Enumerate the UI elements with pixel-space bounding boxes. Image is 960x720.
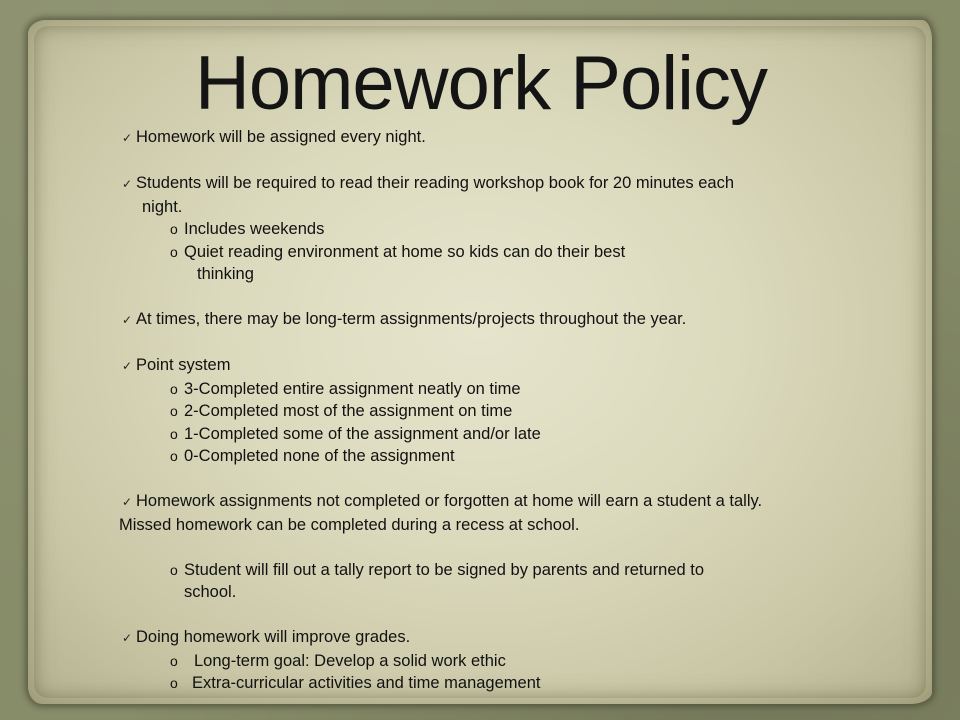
circle-bullet-icon: o [170, 243, 178, 260]
circle-bullet-icon: o [170, 380, 178, 397]
checkmark-icon: ✓ [122, 359, 133, 373]
checkmark-icon: ✓ [122, 131, 133, 145]
list-item: ✓ Homework assignments not completed or forgotten at home will earn a student a tally. [122, 490, 902, 514]
circle-bullet-icon: o [170, 448, 178, 464]
sub-list-item: o Extra-curricular activities and time management [122, 672, 902, 695]
checkmark-icon: ✓ [122, 177, 133, 191]
circle-bullet-icon: o [170, 652, 178, 669]
list-item: ✓ Point system [122, 354, 902, 378]
list-item-continuation: night. [142, 197, 183, 216]
sub-list-item: o Long-term goal: Develop a solid work ethic [122, 650, 902, 673]
checkmark-icon: ✓ [122, 313, 133, 327]
circle-bullet-icon: o [170, 425, 178, 442]
policy-list [119, 126, 902, 695]
circle-bullet-icon: o [170, 675, 178, 691]
list-item-continuation: Missed homework can be completed during a recess at school. [119, 515, 580, 534]
sub-list-item-continuation: school. [184, 583, 237, 601]
sub-list-item: o 2-Completed most of the assignment on time [122, 400, 902, 423]
circle-bullet-icon: o [170, 403, 178, 419]
sub-list-item: o 0-Completed none of the assignment [122, 445, 902, 468]
page-title: Homework Policy [194, 41, 768, 126]
circle-bullet-icon: o [170, 561, 178, 578]
sub-list-item: o Student will fill out a tally report to be signed by parents and returned to [122, 559, 902, 582]
sub-list-item: o 1-Completed some of the assignment and/or late [122, 423, 902, 446]
sub-list-item: o 3-Completed entire assignment neatly on time [122, 378, 902, 401]
checkmark-icon: ✓ [122, 631, 133, 645]
sub-list-item-continuation: thinking [197, 265, 254, 283]
checkmark-icon: ✓ [122, 495, 133, 509]
list-item: ✓ At times, there may be long-term assignments/projects throughout the year. [122, 308, 902, 332]
sub-list-item: o Quiet reading environment at home so kids can do their best [122, 241, 902, 264]
list-item: ✓ Homework will be assigned every night. [122, 126, 902, 150]
sub-list-item: o Includes weekends [122, 218, 902, 241]
list-item: ✓ Doing homework will improve grades. [122, 626, 902, 650]
list-item: ✓ Students will be required to read their reading workshop book for 20 minutes each [122, 172, 902, 196]
circle-bullet-icon: o [170, 221, 178, 237]
